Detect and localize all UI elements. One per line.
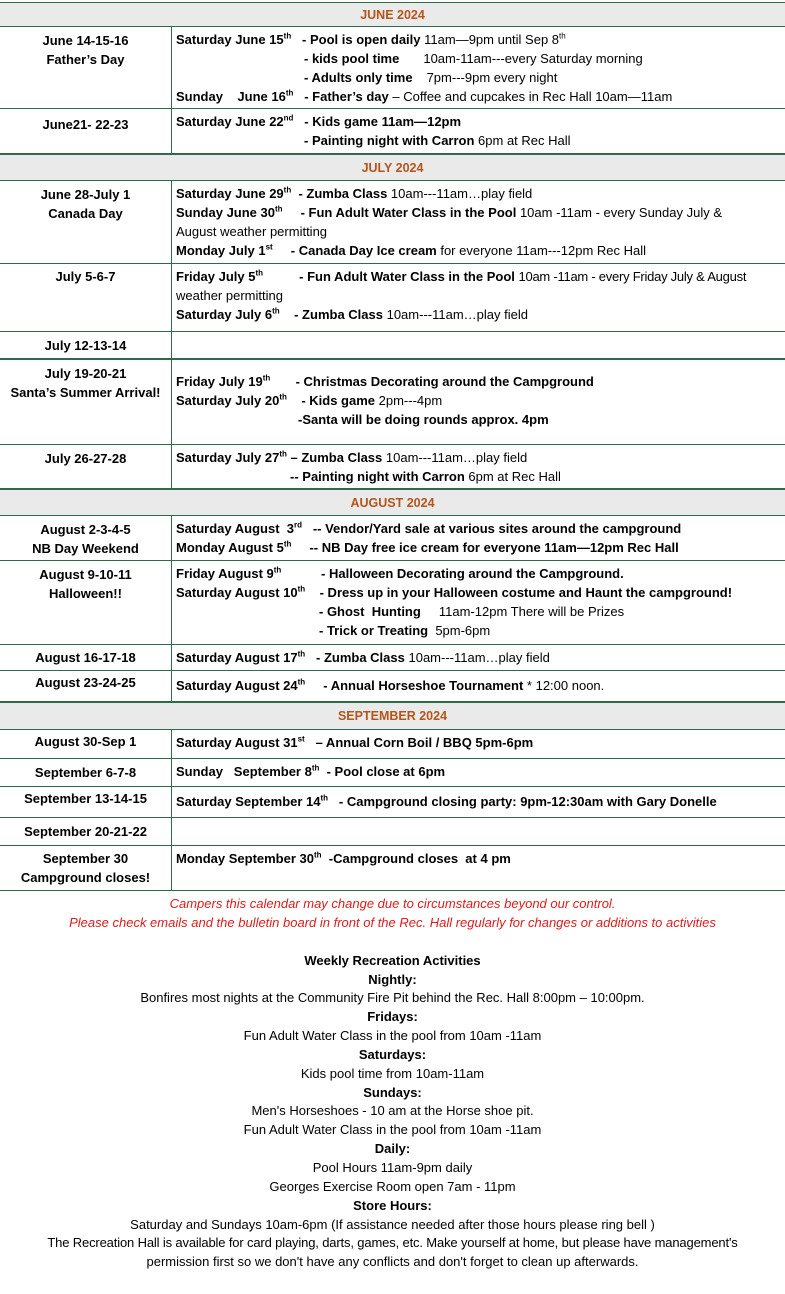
section-text: Fun Adult Water Class in the pool from 10am -11am bbox=[243, 1028, 542, 1044]
event-title: – Annual Corn Boil / BBQ 5pm-6pm bbox=[304, 735, 534, 750]
events-cell bbox=[176, 360, 783, 429]
ordinal: th bbox=[297, 677, 306, 687]
event-day: Monday August 5 bbox=[176, 540, 284, 555]
events-cell bbox=[176, 846, 783, 868]
event-day: Friday July 19 bbox=[176, 374, 263, 389]
event-title: - Pool is open daily bbox=[291, 32, 425, 47]
table-row bbox=[0, 109, 785, 154]
table-row bbox=[0, 730, 785, 759]
event-detail: 10am-11am---every Saturday morning bbox=[423, 51, 643, 66]
section-heading: Store Hours: bbox=[353, 1197, 432, 1213]
date-theme: Canada Day bbox=[48, 206, 123, 221]
ordinal: th bbox=[283, 185, 292, 195]
date-cell bbox=[0, 181, 172, 263]
section-text: permission first so we don't have any conflicts and don't forget to clean up afterwards. bbox=[146, 1254, 639, 1270]
event-title: - Ghost Hunting bbox=[319, 604, 421, 619]
month-header-august bbox=[0, 489, 785, 516]
ordinal: th bbox=[559, 31, 566, 41]
event-detail: 10am---11am…play field bbox=[385, 450, 528, 465]
table-row bbox=[0, 445, 785, 489]
event-title: - Pool close at 6pm bbox=[319, 764, 446, 779]
month-title: JUNE 2024 bbox=[360, 7, 425, 22]
date-cell bbox=[0, 445, 172, 488]
events-cell bbox=[176, 561, 783, 640]
event-detail: 10am -11am - every Friday July & August bbox=[518, 269, 747, 284]
event-day: Monday July 1 bbox=[176, 243, 266, 258]
events-cell bbox=[176, 181, 783, 260]
date-range: July 19-20-21 bbox=[44, 366, 127, 381]
events-cell bbox=[176, 787, 783, 811]
ordinal: th bbox=[297, 584, 306, 594]
event-title: - Halloween Decorating around the Campground. bbox=[281, 566, 624, 581]
event-detail: 10am -11am - every Sunday July & bbox=[519, 205, 723, 220]
event-detail: 10am---11am…play field bbox=[386, 307, 528, 322]
events-cell bbox=[176, 516, 783, 557]
footer-notes bbox=[0, 891, 785, 1272]
event-detail: weather permitting bbox=[176, 288, 283, 303]
date-range: August 2-3-4-5 bbox=[40, 522, 131, 537]
month-title: JULY 2024 bbox=[361, 160, 424, 175]
event-detail: – Coffee and cupcakes in Rec Hall 10am—11am bbox=[388, 89, 673, 104]
event-title: - Kids game bbox=[286, 393, 379, 408]
section-heading: Sundays: bbox=[363, 1084, 422, 1100]
table-row bbox=[0, 645, 785, 671]
ordinal: th bbox=[279, 392, 287, 402]
events-cell bbox=[176, 645, 783, 667]
event-detail: 10am---11am…play field bbox=[408, 650, 550, 665]
table-row bbox=[0, 561, 785, 645]
event-day: Saturday July 20 bbox=[176, 393, 280, 408]
date-range: September 30 bbox=[42, 851, 129, 866]
event-day: Saturday June 22 bbox=[176, 114, 284, 129]
ordinal: th bbox=[311, 763, 320, 773]
month-title: SEPTEMBER 2024 bbox=[337, 709, 448, 723]
event-detail: * 12:00 noon. bbox=[526, 678, 605, 693]
section-text: The Recreation Hall is available for card playing, darts, games, etc. Make yourself at home, but please have management's bbox=[47, 1235, 738, 1251]
event-detail: 2pm---4pm bbox=[378, 393, 443, 408]
ordinal: th bbox=[320, 793, 329, 803]
event-title: - Trick or Treating bbox=[319, 623, 429, 638]
event-day: Monday September 30 bbox=[176, 851, 314, 866]
ordinal: th bbox=[283, 31, 292, 41]
table-row bbox=[0, 332, 785, 360]
date-cell bbox=[0, 645, 172, 670]
date-range: September 13-14-15 bbox=[24, 791, 147, 806]
section-text: Men's Horseshoes - 10 am at the Horse shoe pit. bbox=[251, 1103, 534, 1119]
table-row bbox=[0, 27, 785, 109]
event-title: -Santa will be doing rounds approx. 4pm bbox=[298, 412, 549, 427]
ordinal: st bbox=[265, 242, 273, 252]
event-detail: 6pm at Rec Hall bbox=[464, 469, 561, 484]
date-range: August 23-24-25 bbox=[35, 675, 136, 690]
event-day: Saturday August 3 bbox=[176, 521, 294, 536]
section-text: Kids pool time from 10am-11am bbox=[300, 1065, 485, 1081]
event-day: Sunday June 16 bbox=[176, 89, 286, 104]
ordinal: th bbox=[314, 850, 322, 860]
date-cell bbox=[0, 109, 172, 153]
date-range: September 20-21-22 bbox=[24, 824, 147, 839]
table-row bbox=[0, 759, 785, 787]
date-range: June 14-15-16 bbox=[42, 33, 129, 48]
event-title: - Painting night with Carron bbox=[304, 133, 475, 148]
table-row bbox=[0, 846, 785, 891]
event-day: Sunday September 8 bbox=[176, 764, 312, 779]
section-text: Saturday and Sundays 10am-6pm (If assistance needed after those hours please ring bell ) bbox=[130, 1216, 655, 1232]
ordinal: th bbox=[279, 449, 287, 459]
date-cell bbox=[0, 846, 172, 890]
table-row bbox=[0, 264, 785, 332]
events-cell bbox=[176, 759, 783, 781]
event-detail: 11am—9pm until Sep 8 bbox=[424, 32, 560, 47]
event-title: - Campground closing party: 9pm-12:30am with Gary Donelle bbox=[328, 794, 717, 809]
event-title: - Canada Day Ice cream bbox=[272, 243, 441, 258]
section-heading: Saturdays: bbox=[358, 1046, 427, 1062]
event-day: Saturday August 10 bbox=[176, 585, 298, 600]
event-day: Friday July 5 bbox=[176, 269, 256, 284]
events-cell bbox=[176, 445, 783, 486]
event-detail: 7pm---9pm every night bbox=[426, 70, 558, 85]
event-title: - Fun Adult Water Class in the Pool bbox=[282, 205, 520, 220]
date-theme: Campground closes! bbox=[20, 870, 151, 885]
section-text: Bonfires most nights at the Community Fire Pit behind the Rec. Hall 8:00pm – 10:00pm. bbox=[140, 990, 645, 1006]
month-title: AUGUST 2024 bbox=[350, 495, 435, 510]
date-theme: Father’s Day bbox=[46, 52, 125, 67]
date-range: July 5-6-7 bbox=[55, 269, 116, 284]
notice-line: Campers this calendar may change due to circumstances beyond our control. bbox=[169, 896, 616, 911]
ordinal: st bbox=[297, 734, 305, 744]
ordinal: th bbox=[272, 306, 280, 316]
event-detail: 5pm-6pm bbox=[428, 623, 491, 638]
event-detail: August weather permitting bbox=[176, 224, 328, 239]
event-title: - Fun Adult Water Class in the Pool bbox=[263, 269, 519, 284]
date-cell bbox=[0, 360, 172, 444]
table-row bbox=[0, 360, 785, 445]
month-header-june bbox=[0, 2, 785, 27]
table-row bbox=[0, 181, 785, 264]
event-title: -- NB Day free ice cream for everyone 11am—12pm Rec Hall bbox=[291, 540, 679, 555]
event-detail: for everyone 11am---12pm Rec Hall bbox=[440, 243, 647, 258]
date-cell bbox=[0, 787, 172, 817]
ordinal: rd bbox=[293, 520, 302, 530]
event-day: Sunday June 30 bbox=[176, 205, 275, 220]
notice-line: Please check emails and the bulletin board in front of the Rec. Hall regularly for changes or additions to activities bbox=[69, 914, 716, 930]
ordinal: th bbox=[285, 88, 294, 98]
events-cell bbox=[176, 671, 783, 695]
month-header-july bbox=[0, 154, 785, 181]
ordinal: nd bbox=[283, 113, 294, 123]
event-day: Saturday August 24 bbox=[176, 678, 298, 693]
section-heading: Nightly: bbox=[368, 971, 417, 987]
event-detail: 10am---11am…play field bbox=[390, 186, 533, 201]
event-title: - Adults only time bbox=[304, 70, 413, 85]
section-heading: Daily: bbox=[374, 1141, 411, 1157]
date-range: August 30-Sep 1 bbox=[34, 734, 137, 749]
event-day: Friday August 9 bbox=[176, 566, 274, 581]
date-theme: Santa’s Summer Arrival! bbox=[10, 385, 161, 400]
table-row bbox=[0, 787, 785, 818]
section-text: Fun Adult Water Class in the pool from 10am -11am bbox=[243, 1122, 542, 1138]
events-cell bbox=[176, 27, 783, 106]
date-range: July 26-27-28 bbox=[44, 451, 127, 466]
ordinal: th bbox=[262, 373, 271, 383]
events-cell bbox=[176, 730, 783, 752]
date-cell bbox=[0, 561, 172, 644]
ordinal: th bbox=[297, 649, 306, 659]
table-row bbox=[0, 516, 785, 561]
date-range: July 12-13-14 bbox=[44, 338, 127, 353]
event-title: -Campground closes at 4 pm bbox=[321, 851, 511, 866]
date-range: August 16-17-18 bbox=[35, 650, 136, 665]
ordinal: th bbox=[273, 565, 282, 575]
date-range: August 9-10-11 bbox=[39, 567, 132, 582]
date-range: June21- 22-23 bbox=[42, 117, 129, 132]
date-theme: Halloween!! bbox=[49, 586, 122, 601]
date-range: September 6-7-8 bbox=[34, 765, 137, 780]
event-title: - Zumba Class bbox=[305, 650, 409, 665]
event-title: - Kids game 11am—12pm bbox=[293, 114, 462, 129]
section-text: Georges Exercise Room open 7am - 11pm bbox=[269, 1178, 516, 1194]
table-row bbox=[0, 818, 785, 846]
ordinal: th bbox=[283, 539, 292, 549]
date-theme: NB Day Weekend bbox=[32, 541, 139, 556]
event-day: Saturday June 15 bbox=[176, 32, 284, 47]
event-detail: 11am-12pm There will be Prizes bbox=[420, 604, 625, 619]
event-title: - Father’s day bbox=[293, 89, 389, 104]
date-cell bbox=[0, 27, 172, 108]
event-title: -- Vendor/Yard sale at various sites around the campground bbox=[301, 521, 682, 536]
event-day: Saturday September 14 bbox=[176, 794, 321, 809]
ordinal: th bbox=[274, 204, 283, 214]
event-detail: 6pm at Rec Hall bbox=[474, 133, 571, 148]
event-day: Saturday August 17 bbox=[176, 650, 298, 665]
event-day: Saturday July 6 bbox=[176, 307, 273, 322]
event-title: - Annual Horseshoe Tournament bbox=[305, 678, 527, 693]
section-text: Pool Hours 11am-9pm daily bbox=[312, 1159, 473, 1175]
event-title: - Dress up in your Halloween costume and Haunt the campground! bbox=[305, 585, 733, 600]
event-title: – Zumba Class bbox=[286, 450, 386, 465]
event-title: - kids pool time bbox=[304, 51, 400, 66]
weekly-title: Weekly Recreation Activities bbox=[304, 952, 481, 968]
date-cell bbox=[0, 516, 172, 560]
event-day: Saturday August 31 bbox=[176, 735, 298, 750]
date-cell bbox=[0, 264, 172, 331]
event-day: Saturday July 27 bbox=[176, 450, 280, 465]
table-row bbox=[0, 671, 785, 702]
month-header-september bbox=[0, 702, 785, 730]
event-title: - Zumba Class bbox=[291, 186, 391, 201]
events-cell bbox=[176, 264, 783, 324]
section-heading: Fridays: bbox=[367, 1009, 418, 1025]
date-range: June 28-July 1 bbox=[40, 187, 131, 202]
date-cell bbox=[0, 671, 172, 701]
date-cell bbox=[0, 730, 172, 758]
event-title: - Zumba Class bbox=[279, 307, 387, 322]
ordinal: th bbox=[255, 268, 264, 278]
events-cell bbox=[176, 109, 783, 150]
date-cell bbox=[0, 818, 172, 845]
date-cell bbox=[0, 759, 172, 786]
event-day: Saturday June 29 bbox=[176, 186, 284, 201]
event-title: - Christmas Decorating around the Campground bbox=[270, 374, 594, 389]
event-title: -- Painting night with Carron bbox=[290, 469, 465, 484]
date-cell bbox=[0, 332, 172, 358]
